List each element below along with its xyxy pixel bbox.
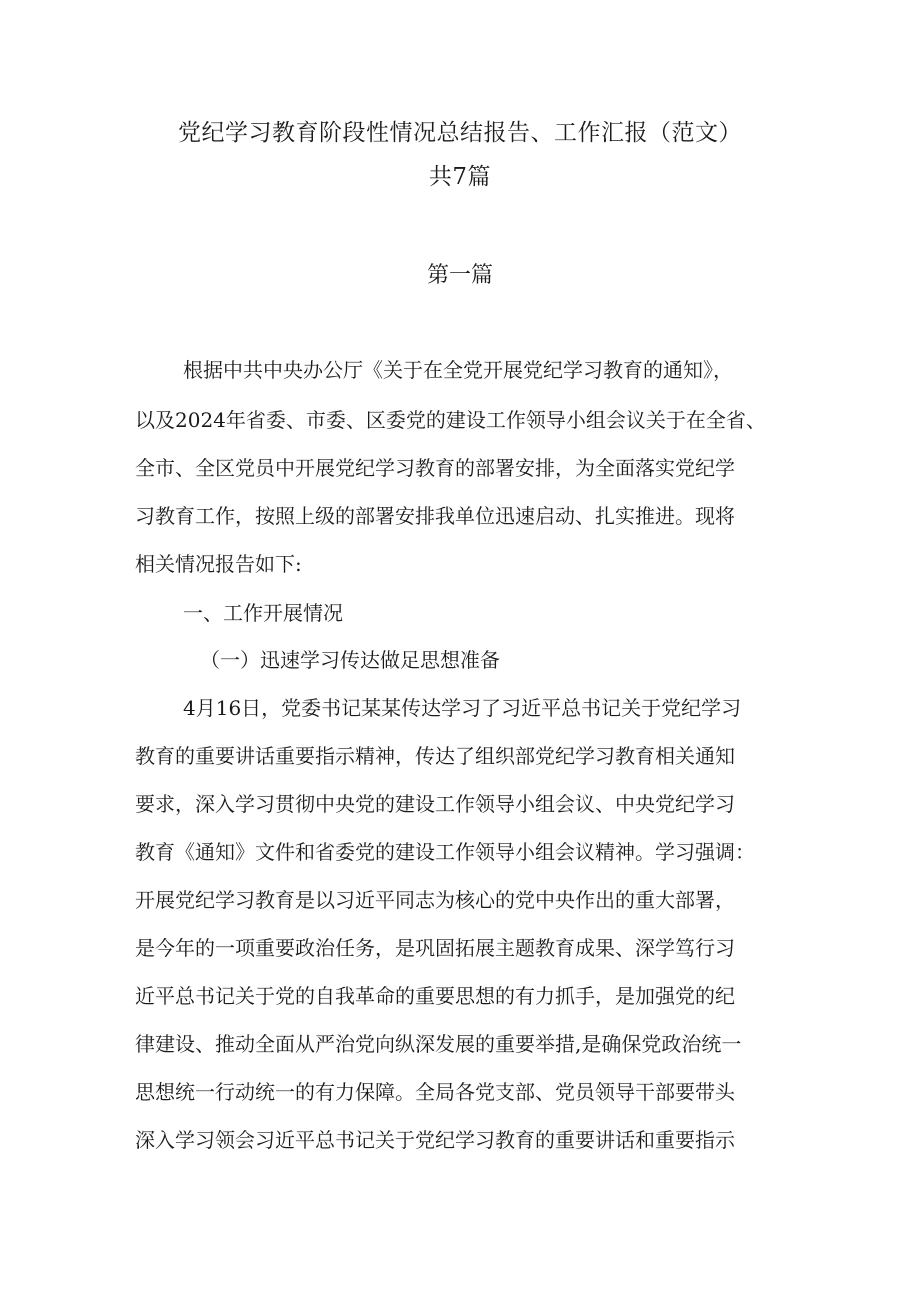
body-line: 教育《通知》文件和省委党的建设工作领导小组会议精神。学习强调： bbox=[135, 840, 755, 864]
body-line: 开展党纪学习教育是以习近平同志为核心的党中央作出的重大部署， bbox=[135, 888, 735, 912]
chapter-heading: 第一篇 bbox=[426, 263, 493, 288]
body-line: 律建设、推动全面从严治党向纵深发展的重要举措,是确保党政治统一 bbox=[135, 1032, 742, 1056]
body-line: 以及2024年省委、市委、区委党的建设工作领导小组会议关于在全省、 bbox=[135, 408, 766, 432]
body-line: 深入学习领会习近平总书记关于党纪学习教育的重要讲话和重要指示 bbox=[135, 1128, 735, 1152]
body-line: 教育的重要讲话重要指示精神，传达了组织部党纪学习教育相关通知 bbox=[135, 744, 735, 768]
body-line: 近平总书记关于党的自我革命的重要思想的有力抓手，是加强党的纪 bbox=[135, 984, 735, 1008]
document-title: 党纪学习教育阶段性情况总结报告、工作汇报（范文） bbox=[178, 120, 742, 146]
body-line: 是今年的一项重要政治任务，是巩固拓展主题教育成果、深学笃行习 bbox=[135, 936, 735, 960]
subsection-heading: （一）迅速学习传达做足思想准备 bbox=[200, 648, 500, 672]
body-line: 相关情况报告如下: bbox=[135, 552, 302, 576]
body-line: 思想统一行动统一的有力保障。全局各党支部、党员领导干部要带头 bbox=[135, 1080, 735, 1104]
body-line: 习教育工作，按照上级的部署安排我单位迅速启动、扎实推进。现将 bbox=[135, 504, 735, 528]
document-subtitle: 共7篇 bbox=[428, 164, 492, 190]
body-line: 根据中共中央办公厅《关于在全党开展党纪学习教育的通知》， bbox=[183, 358, 733, 382]
section-heading: 一、工作开展情况 bbox=[183, 601, 343, 625]
body-line: 4月16日，党委书记某某传达学习了习近平总书记关于党纪学习 bbox=[183, 696, 742, 720]
body-line: 要求，深入学习贯彻中央党的建设工作领导小组会议、中央党纪学习 bbox=[135, 792, 735, 816]
body-line: 全市、全区党员中开展党纪学习教育的部署安排，为全面落实党纪学 bbox=[135, 456, 735, 480]
